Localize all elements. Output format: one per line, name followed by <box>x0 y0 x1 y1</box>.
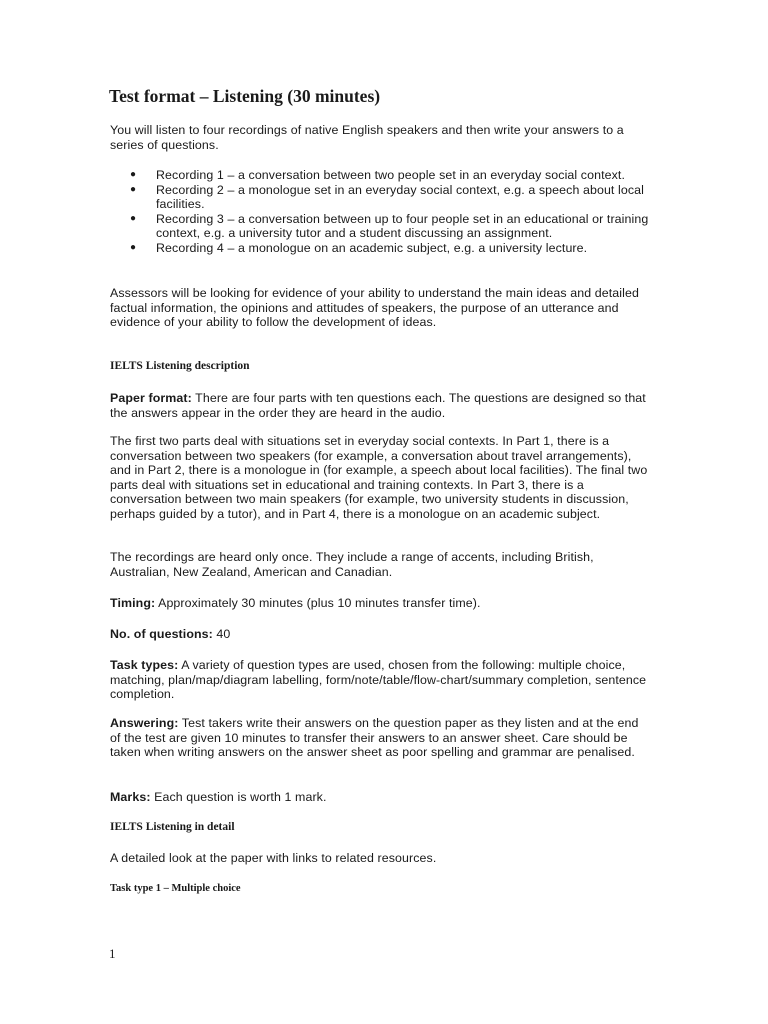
paper-format-text: There are four parts with ten questions each. The questions are designed so that the answers appear in the order they are heard in the audio. <box>110 391 646 420</box>
task-types-label: Task types: <box>110 658 179 672</box>
bullet-icon: ● <box>130 183 137 195</box>
bullet-icon: ● <box>130 241 137 253</box>
page-number: 1 <box>109 946 116 961</box>
marks-text: Each question is worth 1 mark. <box>150 790 327 804</box>
questions-text: 40 <box>212 627 231 641</box>
task-types-text: A variety of question types are used, chosen from the following: multiple choice, matching, plan/map/diagram labelling, form/note/table/flow-chart/summary completion, sentence completion. <box>110 658 647 701</box>
marks-paragraph <box>110 790 650 805</box>
answering-text: Test takers write their answers on the question paper as they listen and at the end of the test are given 10 minutes to transfer their answers to an answer sheet. Care should be taken when writing answers on the answer sheet as poor spelling and grammar are penalised. <box>110 716 639 759</box>
detail-paragraph: A detailed look at the paper with links to related resources. <box>110 851 437 865</box>
bullet-icon: ● <box>130 169 137 180</box>
page-title: Test format – Listening (30 minutes) <box>109 86 381 106</box>
recording-1-text: Recording 1 – a conversation between two people set in an everyday social context. <box>156 168 625 182</box>
questions-label: No. of questions: <box>110 627 213 641</box>
paper-format-label: Paper format: <box>110 391 192 405</box>
list-item <box>130 168 650 183</box>
bullet-icon: ● <box>130 212 137 224</box>
recordings-paragraph: The recordings are heard only once. They include a range of accents, including British, Australian, New Zealand, American and Canadian. <box>110 550 594 579</box>
list-item <box>130 183 650 212</box>
timing-paragraph <box>110 596 650 611</box>
list-item <box>130 241 650 256</box>
intro-paragraph: You will listen to four recordings of native English speakers and then write your answers to a series of questions. <box>110 123 624 152</box>
description-heading: IELTS Listening description <box>110 360 250 372</box>
timing-text: Approximately 30 minutes (plus 10 minutes transfer time). <box>155 596 481 610</box>
timing-label: Timing: <box>110 596 156 610</box>
recording-2-text: Recording 2 – a monologue set in an everyday social context, e.g. a speech about local facilities. <box>156 182 645 211</box>
recording-3-text: Recording 3 – a conversation between up to four people set in an educational or training context, e.g. a university tutor and a student discussing an assignment. <box>156 211 649 240</box>
task-type-heading: Task type 1 – Multiple choice <box>110 883 241 894</box>
recording-4-text: Recording 4 – a monologue on an academic subject, e.g. a university lecture. <box>156 240 588 255</box>
answering-label: Answering: <box>110 716 179 730</box>
recordings-list <box>130 168 650 255</box>
detail-heading: IELTS Listening in detail <box>110 821 235 833</box>
answering-paragraph <box>110 716 650 760</box>
assessors-paragraph: Assessors will be looking for evidence of your ability to understand the main ideas and detailed factual information, the opinions and attitudes of speakers, the purpose of an utterance and evidence of your ability to follow the development of ideas. <box>110 286 639 329</box>
task-types-paragraph <box>110 658 650 702</box>
paper-format-paragraph <box>110 391 650 420</box>
questions-paragraph <box>110 627 650 642</box>
marks-label: Marks: <box>110 790 151 804</box>
parts-paragraph: The first two parts deal with situations set in everyday social contexts. In Part 1, there is a conversation between two speakers (for example, a conversation about travel arrangements), and in Part 2, there is a monologue in (for example, a speech about local facilities). The final two parts deal with situations set in educational and training contexts. In Part 3, there is a conversation between two main speakers (for example, two university students in discussion, perhaps guided by a tutor), and in Part 4, there is a monologue on an academic subject. <box>110 434 648 521</box>
list-item <box>130 212 650 241</box>
